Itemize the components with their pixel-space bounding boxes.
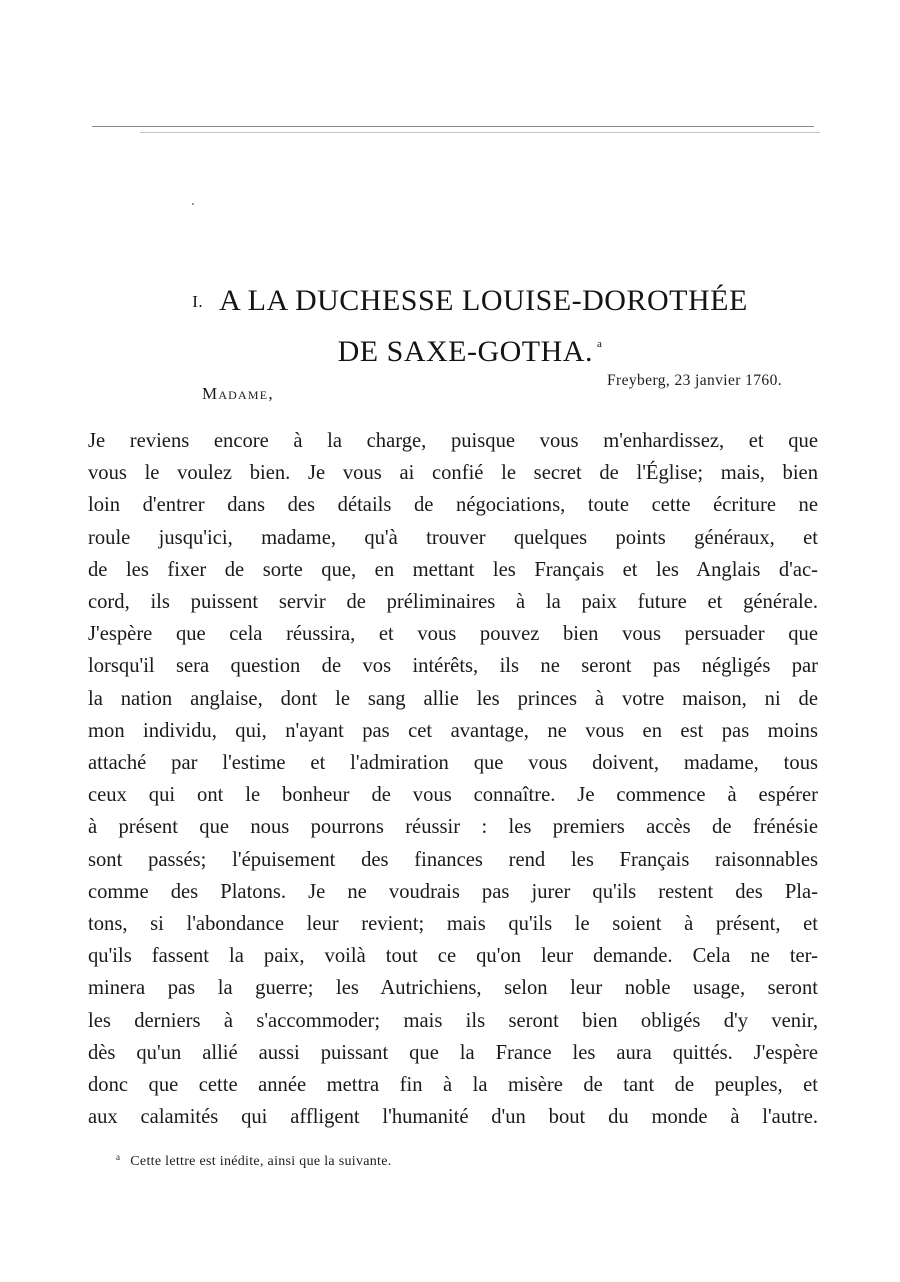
body-line: aux calamités qui affligent l'humanité d'un bout du monde à l'autre. <box>88 1106 818 1129</box>
body-line: vous le voulez bien. Je vous ai confié le secret de l'Église; mais, bien <box>88 462 818 485</box>
body-line: Je reviens encore à la charge, puisque vous m'enhardissez, et que <box>88 430 818 452</box>
body-line: minera pas la guerre; les Autrichiens, selon leur noble usage, seront <box>88 977 818 1000</box>
letter-heading <box>120 280 820 373</box>
heading-line-1 <box>120 280 820 323</box>
heading-line-2 <box>120 323 820 373</box>
body-line: loin d'entrer dans des détails de négociations, toute cette écriture ne <box>88 494 818 517</box>
body-line: roule jusqu'ici, madame, qu'à trouver quelques points généraux, et <box>88 526 818 549</box>
body-line: la nation anglaise, dont le sang allie les princes à votre maison, ni de <box>88 687 818 710</box>
body-line: les derniers à s'accommoder; mais ils seront bien obligés d'y venir, <box>88 1009 818 1032</box>
heading-title-line-1: A LA DUCHESSE LOUISE-DOROTHÉE <box>219 284 748 317</box>
heading-footnote-mark: a <box>596 338 603 350</box>
footnote-mark: a <box>116 1152 121 1162</box>
footnote <box>116 1152 392 1170</box>
body-line: cord, ils puissent servir de préliminaires à la paix future et générale. <box>88 591 818 614</box>
body-line: J'espère que cela réussira, et vous pouvez bien vous persuader que <box>88 623 818 646</box>
body-line: donc que cette année mettra fin à la misère de tant de peuples, et <box>88 1074 818 1097</box>
letter-number: I. <box>192 292 204 311</box>
page-speck <box>192 203 194 205</box>
body-line: tons, si l'abondance leur revient; mais qu'ils le soient à présent, et <box>88 913 818 936</box>
body-line: qu'ils fassent la paix, voilà tout ce qu'on leur demande. Cela ne ter- <box>88 945 818 968</box>
body-line: dès qu'un allié aussi puissant que la France les aura quittés. J'espère <box>88 1041 818 1064</box>
body-line: de les fixer de sorte que, en mettant les Français et les Anglais d'ac- <box>88 558 818 581</box>
body-line: comme des Platons. Je ne voudrais pas jurer qu'ils restent des Pla- <box>88 880 818 903</box>
footnote-text: Cette lettre est inédite, ainsi que la suivante. <box>130 1154 392 1169</box>
body-line: ceux qui ont le bonheur de vous connaître. Je commence à espérer <box>88 784 818 807</box>
salutation: Madame, <box>202 384 274 403</box>
body-line: lorsqu'il sera question de vos intérêts, ils ne seront pas négligés par <box>88 655 818 678</box>
dateline: Freyberg, 23 janvier 1760. <box>607 372 782 389</box>
top-rule-secondary <box>140 132 820 133</box>
body-line: mon individu, qui, n'ayant pas cet avantage, ne vous en est pas moins <box>88 719 818 742</box>
heading-title-line-2: DE SAXE-GOTHA. <box>337 335 593 368</box>
body-line: attaché par l'estime et l'admiration que vous doivent, madame, tous <box>88 752 818 775</box>
letter-body <box>88 425 818 1133</box>
body-line: à présent que nous pourrons réussir : les premiers accès de frénésie <box>88 816 818 839</box>
body-line: sont passés; l'épuisement des finances rend les Français raisonnables <box>88 848 818 871</box>
top-rule <box>92 126 814 127</box>
